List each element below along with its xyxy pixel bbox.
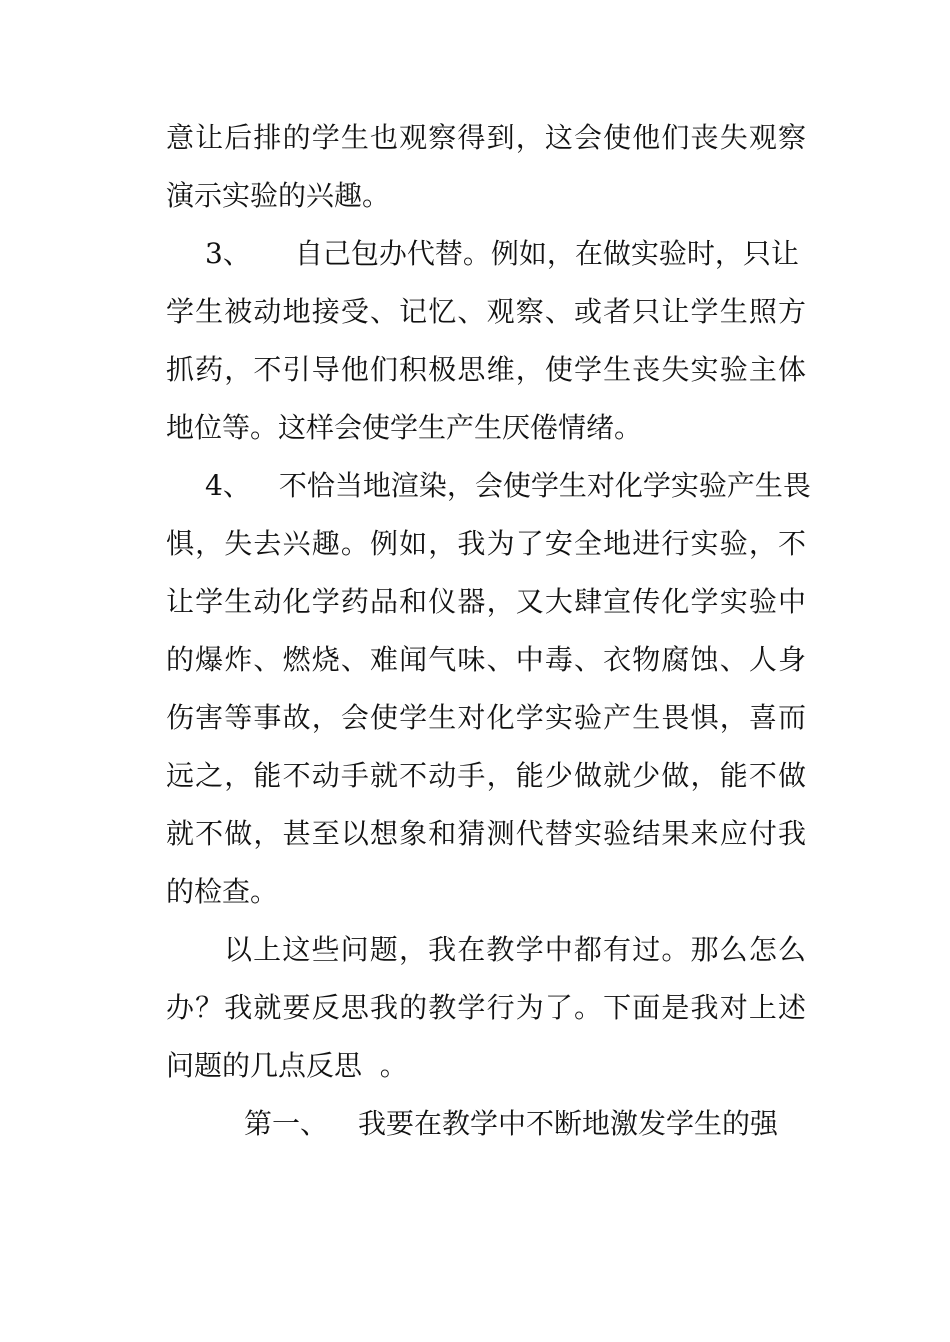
text-line: 的爆炸、燃烧、难闻气味、中毒、衣物腐蚀、人身 [166,643,806,676]
list-number: 3、 [205,237,251,270]
list-number: 第一、 [244,1107,329,1140]
text-line: 意让后排的学生也观察得到，这会使他们丧失观察 [166,121,806,154]
text-line: 远之，能不动手就不动手，能少做就少做，能不做 [166,759,806,792]
text-line: 抓药，不引导他们积极思维，使学生丧失实验主体 [166,353,806,386]
text-line: 办？我就要反思我的教学行为了。下面是我对上述 [166,991,806,1024]
text-line: 伤害等事故，会使学生对化学实验产生畏惧，喜而 [166,701,806,734]
text-line: 让学生动化学药品和仪器，又大肆宣传化学实验中 [166,585,806,618]
text-line: 的检查。 [166,875,279,908]
list-number: 4、 [205,469,251,502]
text-line: 惧，失去兴趣。例如，我为了安全地进行实验，不 [166,527,806,560]
list-item-4 [205,464,811,508]
list-text: 我要在教学中不断地激发学生的强 [358,1107,779,1140]
text-line: 地位等。这样会使学生产生厌倦情绪。 [166,411,643,444]
list-text: 不恰当地渲染，会使学生对化学实验产生畏 [278,469,811,502]
text-line: 学生被动地接受、记忆、观察、或者只让学生照方 [166,295,806,328]
list-item-first [244,1102,806,1146]
text-line: 就不做，甚至以想象和猜测代替实验结果来应付我 [166,817,806,850]
list-text: 自己包办代替。例如，在做实验时，只让 [294,237,799,270]
text-line: 问题的几点反思 。 [166,1049,408,1082]
text-line: 演示实验的兴趣。 [166,179,391,212]
list-item-3 [205,232,799,276]
paragraph-first-line: 以上这些问题，我在教学中都有过。那么怎么 [224,933,806,966]
